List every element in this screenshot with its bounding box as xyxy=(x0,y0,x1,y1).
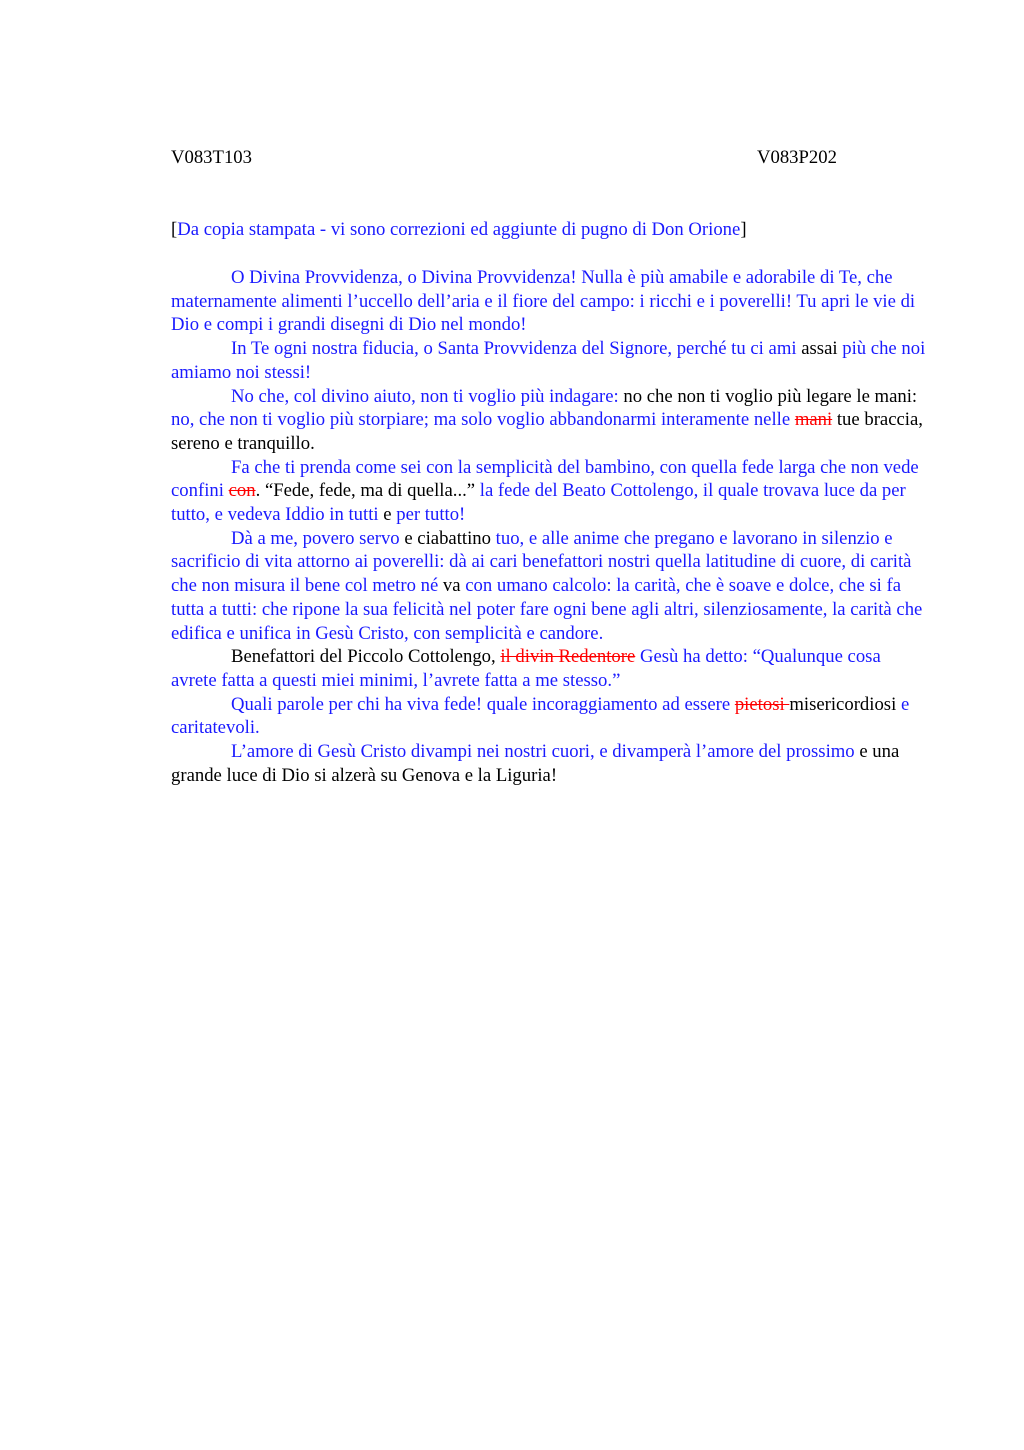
paragraph xyxy=(171,337,928,384)
paragraph xyxy=(171,693,928,740)
text-segment: e ciabattino xyxy=(404,527,496,549)
document-code-left: V083T103 xyxy=(171,147,252,168)
text-segment: . “Fede, fede, ma di quella...” xyxy=(255,480,480,502)
text-segment: e caritatevoli. xyxy=(171,693,910,739)
note-close-bracket: ] xyxy=(740,219,747,240)
text-segment: la fede del Beato Cottolengo, il quale trovava luce da per tutto, e vedeva Iddio in tutti xyxy=(171,480,906,526)
paragraph xyxy=(171,266,928,337)
text-segment: L’amore di Gesù Cristo divampi nei nostri cuori, e divamperà l’amore del prossimo xyxy=(231,741,860,763)
text-segment: e xyxy=(383,504,397,526)
text-segment: No che, col divino aiuto, non ti voglio più indagare: xyxy=(231,385,624,407)
document-code-right: V083P202 xyxy=(757,147,837,168)
text-segment: no che non ti voglio più legare le mani: xyxy=(623,385,918,407)
text-segment: assai xyxy=(801,338,843,360)
text-segment: per tutto! xyxy=(396,504,466,526)
deleted-text: il divin Redentore xyxy=(500,646,636,668)
paragraph xyxy=(171,645,928,692)
text-segment: e una grande luce di Dio si alzerà su Genova e la Liguria! xyxy=(171,741,900,786)
paragraph xyxy=(171,527,928,646)
text-segment: Quali parole per chi ha viva fede! quale incoraggiamento ad essere xyxy=(231,693,735,715)
deleted-text: pietosi xyxy=(734,693,790,715)
note-open-bracket: [ xyxy=(171,219,178,240)
paragraph xyxy=(171,456,928,527)
text-segment: tuo, e alle anime che pregano e lavorano in silenzio e sacrificio di vita attorno ai poverelli: dà ai cari benefattori nostri quella latitudine di cuore, di carità che non misura il bene col metro né xyxy=(171,527,912,597)
text-segment: In Te ogni nostra fiducia, o Santa Provvidenza del Signore, perché tu ci ami xyxy=(231,338,802,360)
text-segment: con umano calcolo: la carità, che è soave e dolce, che si fa tutta a tutti: che ripone la sua felicità nel poter fare ogni bene agli altri, silenziosamente, la carità che edifica e unifica in Gesù Cristo, con semplicità e candore. xyxy=(171,575,923,644)
note-text: Da copia stampata - vi sono correzioni ed aggiunte di pugno di Don Orione xyxy=(177,219,741,240)
text-segment: Fa che ti prenda come sei con la semplicità del bambino, con quella fede larga che non vede confini xyxy=(171,456,919,502)
text-segment: più che noi amiamo noi stessi! xyxy=(171,338,926,383)
text-segment: Dà a me, povero servo xyxy=(231,527,405,549)
deleted-text: con xyxy=(228,480,256,502)
text-segment: O Divina Provvidenza, o Divina Provvidenza! Nulla è più amabile e adorabile di Te, che maternamente alimenti l’uccello dell’aria e il fiore del campo: i ricchi e i poverelli! Tu apri le vie di Dio e compi i grandi disegni di Dio nel mondo! xyxy=(171,267,916,336)
text-segment: no, che non ti voglio più storpiare; ma solo voglio abbandonarmi interamente nelle xyxy=(171,409,795,431)
text-segment: Gesù ha detto: “Qualunque cosa avrete fatta a questi miei minimi, l’avrete fatta a me stesso.” xyxy=(171,646,881,691)
text-segment: tue braccia, sereno e tranquillo. xyxy=(171,409,923,454)
source-note xyxy=(171,218,931,242)
text-segment: misericordiosi xyxy=(789,693,901,715)
deleted-text: mani xyxy=(794,409,833,431)
prayer-body xyxy=(171,266,928,787)
text-segment: va xyxy=(442,575,466,597)
text-segment: Benefattori del Piccolo Cottolengo, xyxy=(231,646,501,668)
paragraph xyxy=(171,385,928,456)
paragraph xyxy=(171,740,928,787)
